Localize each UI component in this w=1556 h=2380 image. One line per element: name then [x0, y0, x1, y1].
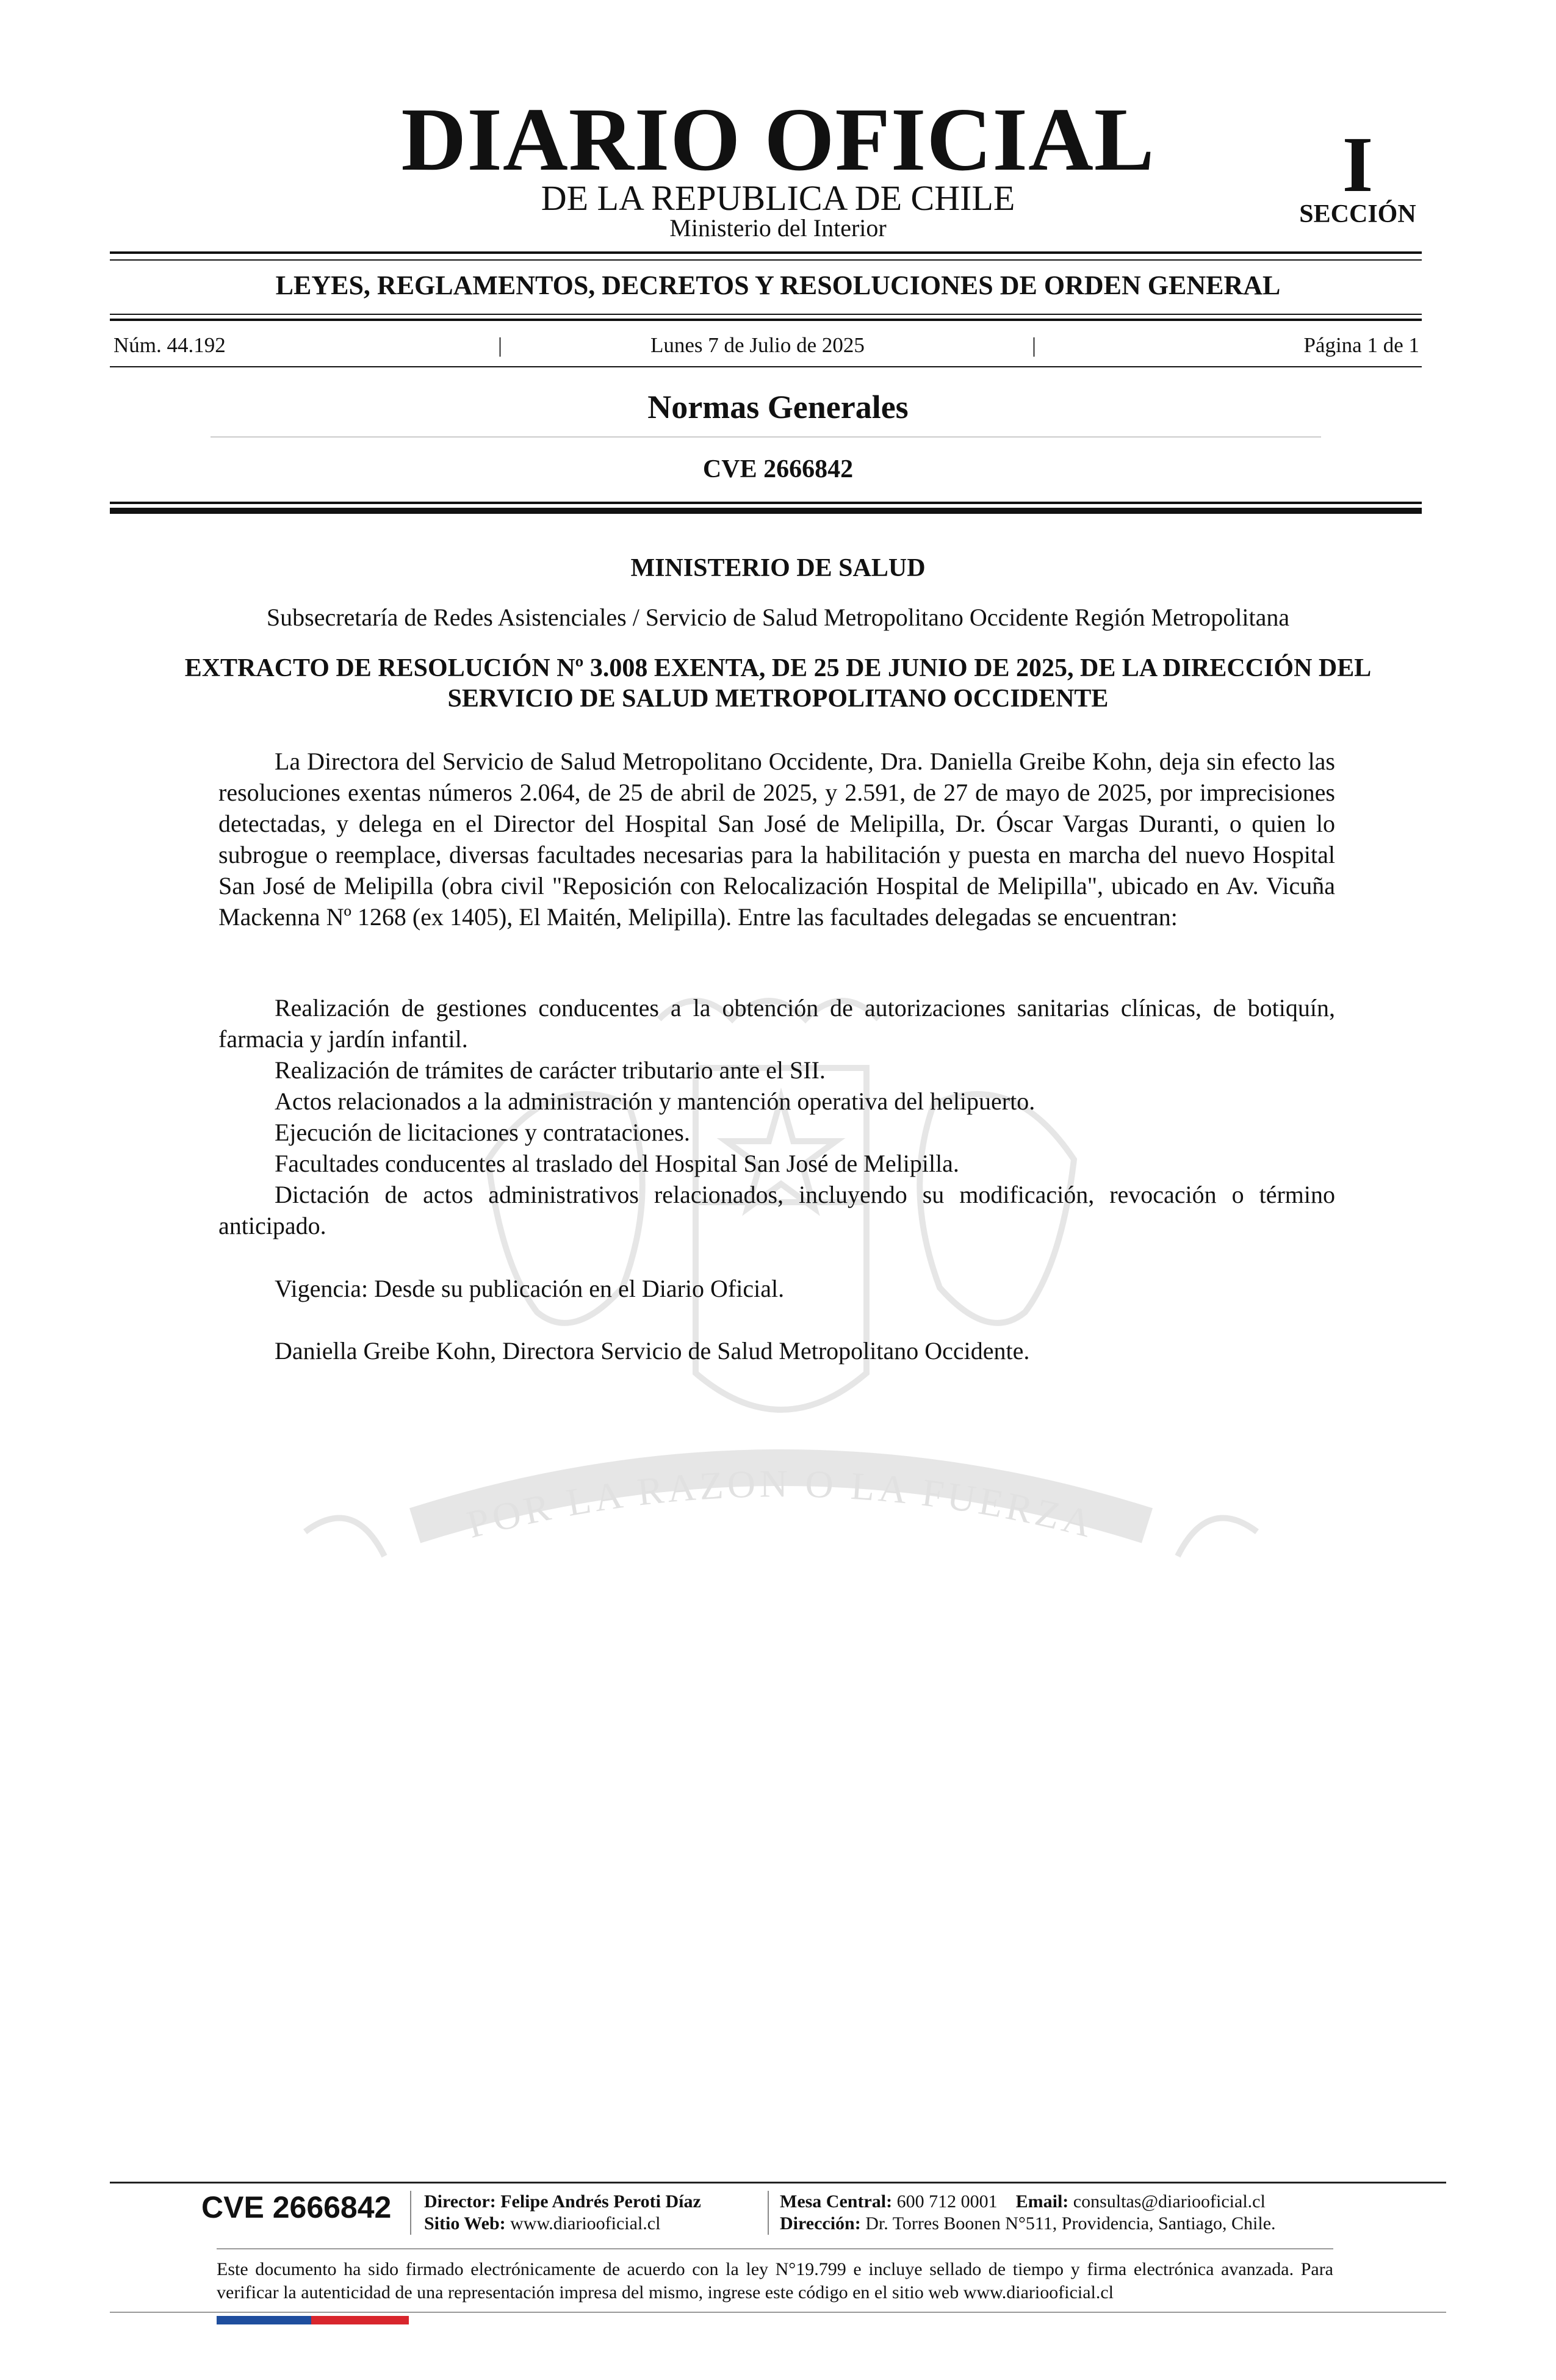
- faculty-item: Actos relacionados a la administración y mantención operativa del helipuerto.: [275, 1087, 1036, 1115]
- footer-separator: [410, 2191, 411, 2235]
- email-link[interactable]: consultas@diariooficial.cl: [1073, 2191, 1266, 2212]
- main-paragraph: [218, 746, 1335, 932]
- issue-separator: |: [498, 333, 503, 357]
- footer-separator: [768, 2191, 769, 2235]
- web-link[interactable]: www.diariooficial.cl: [510, 2213, 661, 2234]
- issue-page: Página 1 de 1: [1303, 333, 1419, 357]
- header-divider: [110, 251, 1422, 254]
- signature-line: Daniella Greibe Kohn, Directora Servicio de Salud Metropolitano Occidente.: [275, 1337, 1030, 1365]
- issue-divider: [110, 366, 1422, 367]
- masthead-ministry: Ministerio del Interior: [669, 214, 887, 242]
- issue-number: Núm. 44.192: [113, 333, 226, 357]
- content-divider: [110, 502, 1422, 504]
- mesa-label: Mesa Central:: [780, 2191, 893, 2212]
- content-divider: [110, 508, 1422, 514]
- vigencia-line: Vigencia: Desde su publicación en el Diario Oficial.: [275, 1275, 785, 1302]
- footer-bottom-divider: [110, 2312, 1446, 2313]
- flag-stripe-red: [311, 2316, 409, 2324]
- masthead-subtitle: DE LA REPUBLICA DE CHILE: [541, 178, 1015, 218]
- footer-contact-block: [780, 2191, 1276, 2235]
- director-label: Director:: [424, 2191, 496, 2212]
- cve-code: CVE 2666842: [702, 455, 854, 483]
- masthead-title: DIARIO OFICIAL: [401, 90, 1155, 190]
- faculty-item: Facultades conducentes al traslado del Hospital San José de Melipilla.: [275, 1150, 959, 1177]
- category-divider: [211, 436, 1321, 438]
- issue-date: Lunes 7 de Julio de 2025: [650, 333, 865, 357]
- watermark-motto: POR LA RAZON O LA FUERZA: [462, 1462, 1100, 1546]
- issue-separator: |: [1032, 333, 1037, 357]
- footer-cve: CVE 2666842: [201, 2190, 392, 2224]
- flag-stripe-blue: [217, 2316, 311, 2324]
- section-number: I: [1342, 121, 1374, 209]
- faculty-item: Dictación de actos administrativos relacionados, incluyendo su modificación, revocación o término anticipado.: [218, 1181, 1335, 1239]
- subsecretaria-line: Subsecretaría de Redes Asistenciales / Servicio de Salud Metropolitano Occidente Región Metropolitana: [266, 604, 1290, 631]
- email-label: Email:: [1015, 2191, 1069, 2212]
- footer-divider: [110, 2182, 1446, 2183]
- banner-divider: [110, 319, 1422, 321]
- faculty-item: Realización de trámites de carácter tributario ante el SII.: [275, 1056, 826, 1084]
- faculty-item: Realización de gestiones conducentes a la obtención de autorizaciones sanitarias clínicas, de botiquín, farmacia y jardín infantil.: [218, 994, 1335, 1053]
- ministry-heading: MINISTERIO DE SALUD: [630, 554, 926, 582]
- footer-note: Este documento ha sido firmado electrónicamente de acuerdo con la ley N°19.799 e incluye sellado de tiempo y firma electrónica avanzada. Para verificar la autenticidad de una representación impresa del mismo, ingrese este código en el sitio web www.diariooficial.cl: [217, 2259, 1333, 2302]
- web-label: Sitio Web:: [424, 2213, 506, 2234]
- section-label: SECCIÓN: [1299, 200, 1416, 228]
- main-paragraph-text: La Directora del Servicio de Salud Metropolitano Occidente, Dra. Daniella Greibe Kohn, deja sin efecto las resoluciones exentas números 2.064, de 25 de abril de 2025, y 2.591, de 27 de mayo de 2025, por imprecisiones detectadas, y delega en el Director del Hospital San José de Melipilla, Dr. Óscar Vargas Duranti, o quien lo subrogue o reemplace, diversas facultades necesarias para la habilitación y puesta en marcha del nuevo Hospital San José de Melipilla (obra civil "Reposición con Relocalización Hospital de Melipilla", ubicado en Av. Vicuña Mackenna Nº 1268 (ex 1405), El Maitén, Melipilla). Entre las facultades delegadas se encuentran:: [218, 748, 1335, 931]
- section-banner: LEYES, REGLAMENTOS, DECRETOS Y RESOLUCIONES DE ORDEN GENERAL: [275, 270, 1281, 300]
- banner-divider: [110, 314, 1422, 315]
- faculty-item: Ejecución de licitaciones y contrataciones.: [275, 1119, 690, 1146]
- footer-director-block: [424, 2191, 701, 2235]
- director-name: Felipe Andrés Peroti Díaz: [500, 2191, 701, 2212]
- footer-inner-divider: [217, 2248, 1333, 2249]
- category-heading: Normas Generales: [647, 389, 909, 425]
- address-text: Dr. Torres Boonen N°511, Providencia, Santiago, Chile.: [865, 2213, 1276, 2234]
- header-divider: [110, 259, 1422, 261]
- address-label: Dirección:: [780, 2213, 861, 2234]
- mesa-phone: 600 712 0001: [896, 2191, 998, 2212]
- document-title: EXTRACTO DE RESOLUCIÓN Nº 3.008 EXENTA, DE 25 DE JUNIO DE 2025, DE LA DIRECCIÓN DEL SERVICIO DE SALUD METROPOLITANO OCCIDENTE: [184, 654, 1372, 713]
